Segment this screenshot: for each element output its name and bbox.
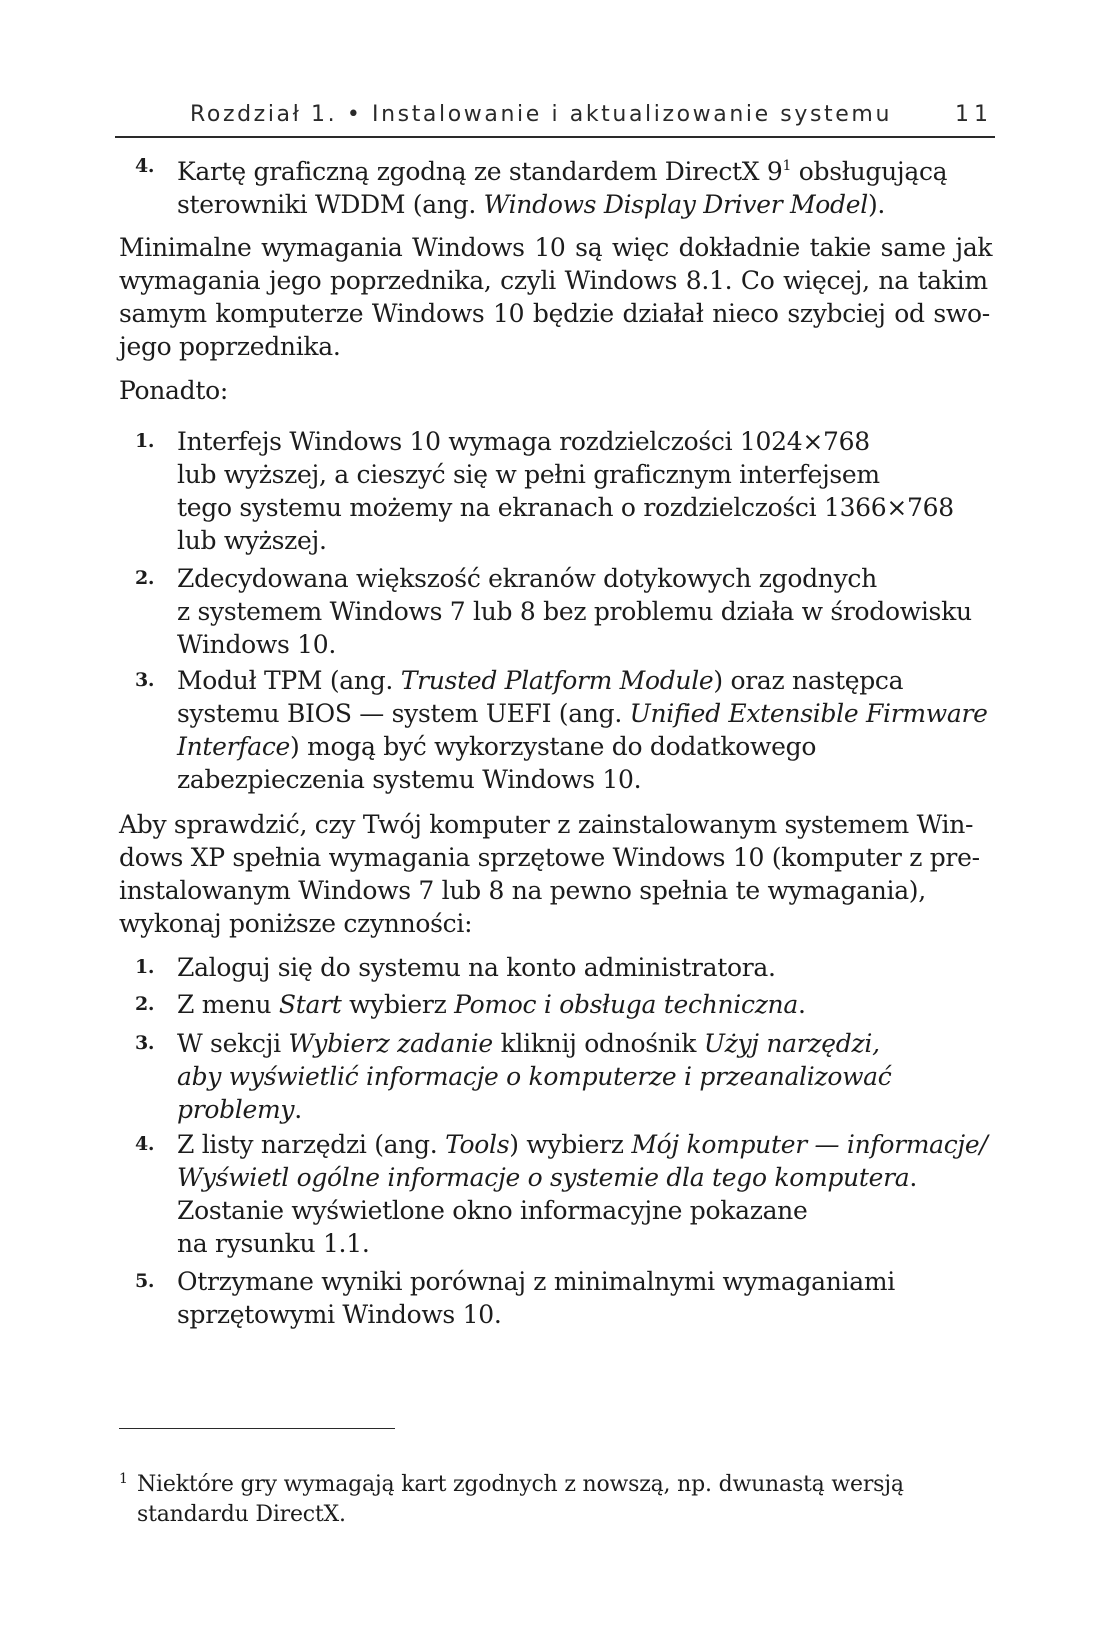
footnote-separator [119,1428,395,1429]
footnote-mark: 1 [119,1471,128,1487]
paragraph: Ponadto: [119,376,228,405]
page-number: 11 [955,102,993,127]
list-item-line: Kartę graficzną zgodną ze standardem DirectX $9^1$ obsługującą [177,157,948,186]
list-item-line: sterowniki WDDM (ang. Windows Display Driver Model). [177,190,886,219]
term-italic: Windows Display Driver Model [483,190,868,219]
paragraph: Aby sprawdzić, czy Twój komputer z zainstalowanym systemem Win- dows XP spełnia wymagania sprzętowe Windows 10 (komputer z pre- instalowanym Windows 7 lub 8 na pewno spełnia te wymagania), wykonaj poniższe czynności: [119,810,980,938]
running-header [115,96,995,138]
chapter-title: Rozdział 1. • Instalowanie i aktualizowanie systemu [190,102,892,127]
book-page: Rozdział 1. • Instalowanie i aktualizowanie systemu 11 4. Kartę graficzną zgodną ze standardem DirectX $9^1$ obsługującą sterowniki WDDM (ang. Windows Display Driver Model). Minimalne wymagania Windows 10 są więc dokładnie takie same jak wymagania jego poprzednika, czyli Windows 8.1. Co więcej, na takim samym komputerze Windows 10 będzie działał nieco szybciej od swo- jego poprzednika. Ponadto: 1. Interfejs Windows 10 wymaga rozdzielczości 1024×768 lub wyższej, a cieszyć się w pełni graficznym interfejsem tego systemu możemy na ekranach o rozdzielczości 1366×768 lub wyższej. 2. Zdecydowana większość ekranów dotykowych zgodnych z systemem Windows 7 lub 8 bez problemu działa w środowisku Windows 10. 3. Moduł TPM (ang. Trusted Platform Module) oraz następca systemu BIOS — system UEFI (ang. Unified Extensible Firmware Interface) mogą być wykorzystane do dodatkowego zabezpieczenia systemu Windows 10. Aby sprawdzić, czy Twój komputer z zainstalowanym systemem Win- dows XP spełnia wymagania sprzętowe Windows 10 (komputer z pre- instalowanym Windows 7 lub 8 na pewno spełnia te wymagania), wykonaj poniższe czynności: 1. Zaloguj się do systemu na konto administratora. 2. Z menu Start wybierz Pomoc i obsługa techniczna. 3. W sekcji Wybierz zadanie kliknij odnośnik Użyj narzędzi, aby wyświetlić informacje o komputerze i przeanalizować problemy. 4. Z listy narzędzi (ang. Tools) wybierz Mój komputer — informacje/ Wyświetl ogólne informacje o systemie dla tego komputera. Zostanie wyświetlone okno informacyjne pokazane na rysunku 1.1. 5. Otrzymane wyniki porównaj z minimalnymi wymaganiami sprzętowymi Windows 10. 1 Niektóre gry wymagają kart zgodnych z nowszą, np. dwunastą wersją standardu DirectX. [0,0,1103,1639]
footnote-reference: 1 [782,158,792,174]
paragraph: Minimalne wymagania Windows 10 są więc dokładnie takie same jak wymagania jego poprzednika, czyli Windows 8.1. Co więcej, na takim samym komputerze Windows 10 będzie działał nieco szybciej od swo- jego poprzednika. [119,233,993,361]
list-number: 4. [135,155,155,177]
